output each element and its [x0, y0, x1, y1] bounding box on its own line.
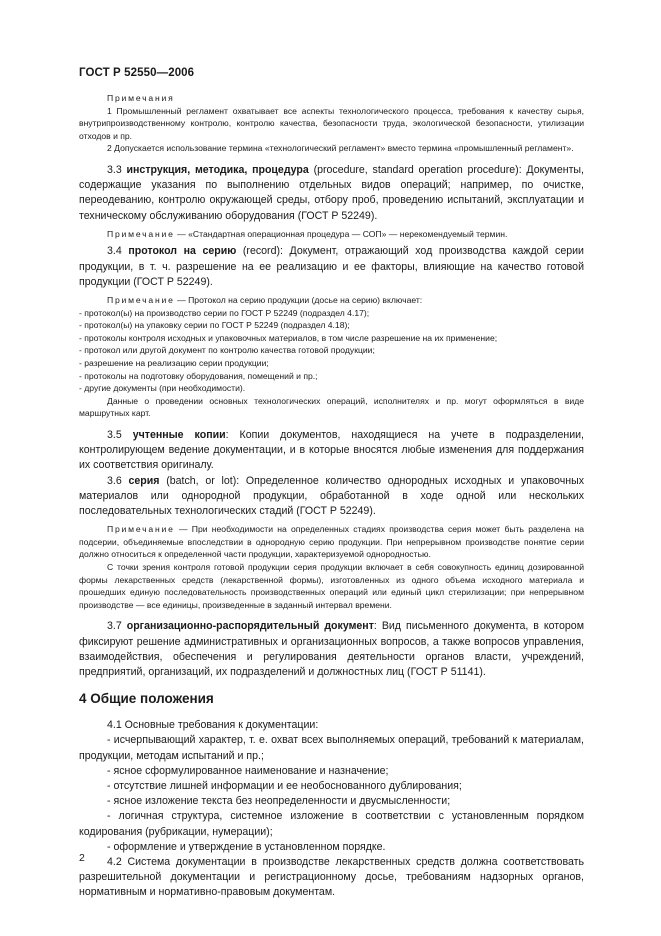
page-number: 2 [79, 852, 85, 864]
term-3-6: серия [128, 474, 160, 487]
definition-3-4: 3.4 протокол на серию (record): Документ, отражающий ход производства каждой серии продукции, в т. ч. разрешение на ее реализацию и ее факторы, влияющие на качество готовой продукции (ГОСТ Р 52249). [79, 245, 584, 288]
definition-3-7: 3.7 организационно-распорядительный документ: Вид письменного документа, в котором фиксируют решение административных и организационных вопросов, а также вопросов управления, взаимодействия, обеспечения и регулирования деятельности органов власти, учреждений, предприятий, организаций, их подразделений и должностных лиц (ГОСТ Р 51141). [79, 620, 584, 678]
list-item: - другие документы (при необходимости). [79, 383, 246, 394]
list-item: - разрешение на реализацию серии продукции; [79, 357, 269, 368]
term-3-5: учтенные копии [132, 428, 226, 441]
list-item: - протокол(ы) на упаковку серии по ГОСТ Р 52249 (подраздел 4.18); [79, 320, 350, 331]
note-3-6-p2: С точки зрения контроля готовой продукции серия продукции включает в себя совокупность единиц дозированной формы лекарственных средств (лекарственной формы), изготовленных из одного объема исходного материала и прошедших единую последовательность производственных операций или единый цикл стерилизации; при непрерывном производстве — все единицы, произведенные в заданный интервал времени. [79, 561, 584, 610]
term-3-7: организационно-распорядительный документ [126, 620, 374, 633]
note-3-4: Примечание — Протокол на серию продукции (досье на серию) включает: [107, 294, 423, 305]
list-item: - оформление и утверждение в установленном порядке. [107, 840, 386, 853]
list-item: - исчерпывающий характер, т. е. охват всех выполняемых операций, требований к материалам, продукции, методам испытаний и пр.; [79, 734, 584, 762]
list-item: - протокол или другой документ по контролю качества готовой продукции; [79, 345, 375, 356]
clause-4-1: 4.1 Основные требования к документации: [107, 719, 319, 732]
list-item: - ясное сформулированное наименование и назначение; [107, 764, 389, 777]
note-3-3: Примечание — «Стандартная операционная процедура — СОП» — нерекомендуемый термин. [107, 228, 508, 239]
section-4-title: 4 Общие положения [79, 691, 214, 707]
note-3-4-tail: Данные о проведении основных технологических операций, исполнителях и пр. могут оформляться в виде маршрутных карт. [79, 395, 584, 419]
clause-4-2: 4.2 Система документации в производстве лекарственных средств должна соответствовать разрешительной документации и регистрационному досье, требованиям надзорных органов, нормативным и нормативно-правовым документам. [79, 855, 584, 899]
note-3-6: Примечание — При необходимости на определенных стадиях производства серия может быть разделена на подсерии, объединяемые впоследствии в однородную серию продукции. При непрерывном производстве понятие серии должно относиться к определенной части продукции, характеризуемой однородностью. [79, 524, 584, 560]
definition-3-5: 3.5 учтенные копии: Копии документов, находящиеся на учете в подразделении, контролирующем ведение документации, и в которые вносятся любые изменения для поддержания их соответствия оригиналу. [79, 428, 584, 472]
list-item: - протоколы контроля исходных и упаковочных материалов, в том числе разрешение на их применение; [79, 332, 498, 343]
list-item: - ясное изложение текста без неопределенности и двусмысленности; [107, 795, 451, 808]
note-1: 1 Промышленный регламент охватывает все аспекты технологического процесса, требования к качеству сырья, внутрипроизводственному контролю, контролю качества, безопасности труда, экологической безопасности, утилизации отходов и пр. [79, 105, 584, 141]
definition-3-3: 3.3 инструкция, методика, процедура (procedure, standard operation procedure): Документы, содержащие указания по выполнению отдельных видов операций; например, по очистке, переодеванию, контролю окружающей среды, отбору проб, проведению испытаний, эксплуатации и техническому обслуживанию оборудования (ГОСТ Р 52249). [79, 163, 584, 222]
list-item: - протоколы на подготовку оборудования, помещений и пр.; [79, 370, 318, 381]
term-3-3: инструкция, методика, процедура [126, 163, 309, 176]
page-content [79, 92, 584, 901]
list-item: - логичная структура, системное изложение в соответствии с установленным порядком кодирования (рубрикации, нумерации); [79, 810, 584, 838]
definition-3-6: 3.6 серия (batch, or lot): Определенное количество однородных исходных и упаковочных материалов или однородной продукции, обработанной в ходе одной или нескольких последовательных технологических стадий (ГОСТ Р 52249). [79, 474, 584, 517]
notes-title: Примечания [107, 93, 175, 103]
document-header: ГОСТ Р 52550—2006 [79, 67, 195, 79]
list-item: - отсутствие лишней информации и ее необоснованного дублирования; [107, 779, 462, 792]
term-3-4: протокол на серию [128, 245, 237, 258]
list-item: - протокол(ы) на производство серии по ГОСТ Р 52249 (подраздел 4.17); [79, 307, 370, 318]
note-2: 2 Допускается использование термина «технологический регламент» вместо термина «промышленный регламент». [107, 143, 574, 154]
